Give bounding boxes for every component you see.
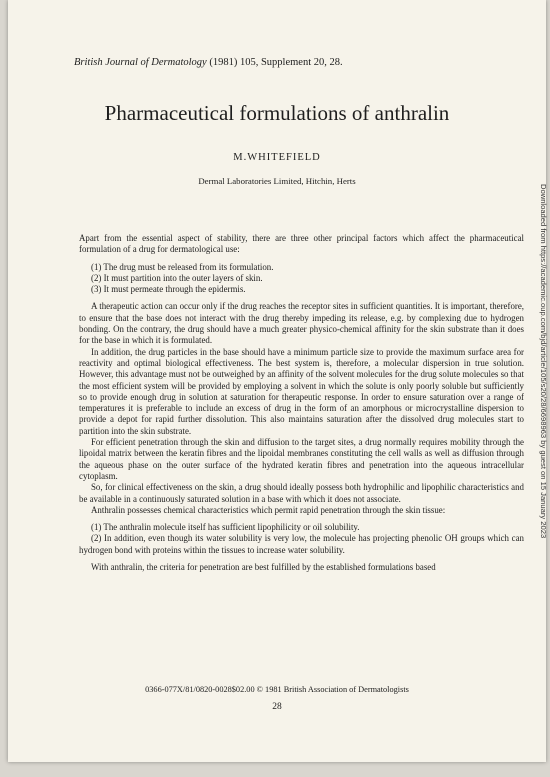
article-author: M.WHITEFIELD	[233, 152, 321, 163]
factor-item: (3) It must permeate through the epidermis.	[91, 284, 246, 295]
anthralin-item: (2) In addition, even though its water solubility is very low, the molecule has projecting phenolic OH groups which can hydrogen bond with proteins within the tissues to increase water solubility.	[79, 533, 524, 555]
author-affiliation: Dermal Laboratories Limited, Hitchin, Herts	[198, 176, 356, 186]
intro-paragraph: Apart from the essential aspect of stability, there are three other principal factors which affect the pharmaceutical formulation of a drug for dermatological use:	[79, 233, 524, 255]
body-paragraph: A therapeutic action can occur only if the drug reaches the receptor sites in sufficient quantities. It is important, therefore, to ensure that the base does not interact with the drug thereby impeding its release, e.g. by complexing due to hydrogen bonding. On the contrary, the drug should have a much greater physico-chemical affinity for the skin substrate than it does for the base in which it is formulated.	[79, 301, 524, 346]
body-paragraph: For efficient penetration through the skin and diffusion to the target sites, a drug normally requires mobility through the lipoidal matrix between the keratin fibres and the lipoidal membranes constituting the cell walls as well as diffusion through the aqueous phase on the outer surface of the hydrated keratin fibres and penetration into the aqueous intracellular cytoplasm.	[79, 437, 524, 481]
anthralin-list	[79, 522, 524, 556]
article-title: Pharmaceutical formulations of anthralin	[104, 101, 450, 125]
citation-details: (1981) 105, Supplement 20, 28.	[206, 57, 343, 68]
body-paragraph: In addition, the drug particles in the base should have a minimum particle size to provide the maximum surface area for reactivity and optimal biological effectiveness. The best system is, therefore, a molecular dispersion in true solution. However, this advantage must not be outweighed by an affinity of the solvent molecules for the drug solute molecules so that the most efficient system will be provided by employing a solvent in which the solute is only poorly soluble but sufficiently so to provide enough drug in solution at saturation for therapeutic response. In order to ensure saturation over a range of temperatures it is preferable to include an excess of drug in the form of an amorphous or microcrystalline dispersion to provide a depot for rapid further dissolution. This also maintains saturation after the dissolved drug molecules start to partition into the skin substrate.	[79, 346, 524, 436]
download-notice: Downloaded from https://academic.oup.com/bjd/article/105/s20/28/6698963 by guest on 15 January 2023	[539, 184, 548, 539]
factor-item: (1) The drug must be released from its formulation.	[91, 261, 274, 272]
copyright-line: 0366-077X/81/0820-0028$02.00 © 1981 British Association of Dermatologists	[145, 685, 409, 694]
journal-page	[8, 0, 546, 762]
download-watermark	[539, 184, 550, 584]
factor-item: (2) It must partition into the outer layers of skin.	[91, 272, 263, 283]
journal-name: British Journal of Dermatology	[74, 57, 207, 68]
factor-list	[79, 262, 524, 296]
article-body	[79, 233, 524, 573]
anthralin-item: (1) The anthralin molecule itself has sufficient lipophilicity or oil solubility.	[91, 522, 360, 533]
journal-citation	[74, 57, 343, 68]
closing-paragraph: With anthralin, the criteria for penetration are best fulfilled by the established formulations based	[91, 562, 436, 573]
body-paragraph: Anthralin possesses chemical characteristics which permit rapid penetration through the skin tissue:	[91, 504, 446, 515]
body-paragraph: So, for clinical effectiveness on the skin, a drug should ideally possess both hydrophilic and lipophilic characteristics and be available in a continuously saturated solution in a base with which it does not associate.	[79, 482, 524, 504]
page-number: 28	[272, 702, 282, 712]
